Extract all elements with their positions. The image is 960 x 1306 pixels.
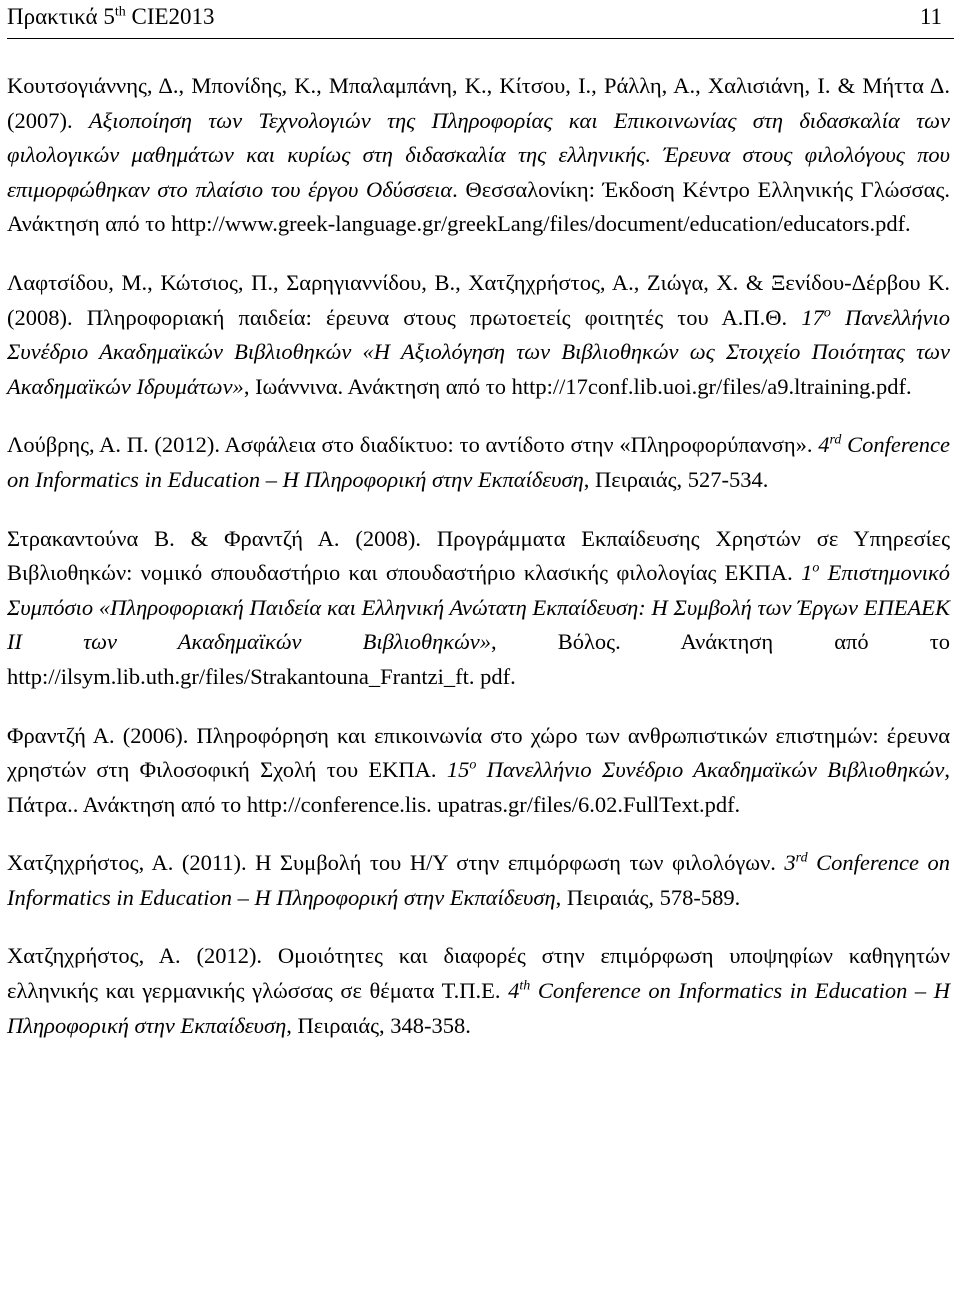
- reference-superscript: rd: [795, 850, 808, 866]
- reference-text: Χατζηχρήστος, Α. (2011). Η Συμβολή του Η/Υ στην επιμόρφωση των φιλολόγων.: [7, 850, 785, 876]
- header-title: [7, 4, 215, 30]
- reference-italic-text: Αξιοποίηση των Τεχνολογιών της Πληροφορίας και Επικοινωνίας στη διδασκαλία των φιλολογικών μαθημάτων και κυρίως στη διδασκαλία της ελληνικής. Έρευνα στους φιλολόγους που επιμορφώθηκαν στο πλαίσιο του έργου Οδύσσεια: [7, 107, 950, 202]
- page-header: [7, 0, 954, 39]
- reference-entry: [7, 69, 954, 242]
- reference-italic-text: Πανελλήνιο Συνέδριο Ακαδημαϊκών Βιβλιοθηκών: [476, 757, 945, 783]
- reference-text: Κουτσογιάννης, Δ., Μπονίδης, Κ., Μπαλαμπάνη, Κ., Κίτσου, Ι., Ράλλη, Α., Χαλισιάνη, Ι. & Μήττα Δ. (2007).: [7, 73, 950, 133]
- reference-text: , Πειραιάς, 578-589.: [555, 884, 741, 910]
- reference-text: , Ιωάννινα. Ανάκτηση από το http://17conf.lib.uoi.gr/files/a9.ltraining.pdf.: [243, 373, 912, 399]
- reference-italic-text: Conference on Informatics in Education – Η Πληροφορική στην Εκπαίδευση: [7, 850, 950, 910]
- reference-italic-text: Επιστημονικό Συμπόσιο «Πληροφοριακή Παιδεία και Ελληνική Ανώτατη Εκπαίδευση: Η Συμβολή των Έργων ΕΠΕΑΕΚ ΙΙ των Ακαδημαϊκών Βιβλιοθηκών»: [7, 560, 950, 655]
- reference-entry: [7, 266, 954, 404]
- document-page: [7, 0, 954, 1067]
- reference-entry: [7, 428, 954, 497]
- reference-italic-text: Πανελλήνιο Συνέδριο Ακαδημαϊκών Βιβλιοθηκών «Η Αξιολόγηση των Βιβλιοθηκών ως Στοιχείο Ποιότητας των Ακαδημαϊκών Ιδρυμάτων»: [7, 304, 950, 399]
- reference-text: Φραντζή Α. (2006). Πληροφόρηση και επικοινωνία στο χώρο των ανθρωπιστικών επιστημών: έρευνα χρηστών στη Φιλοσοφική Σχολή του ΕΚΠΑ.: [7, 722, 950, 783]
- reference-superscript: rd: [829, 432, 842, 448]
- reference-text: Λούβρης, Α. Π. (2012). Ασφάλεια στο διαδίκτυο: το αντίδοτο στην «Πληροφορύπανση».: [7, 432, 819, 458]
- reference-superscript: ο: [823, 305, 831, 321]
- reference-text: Στρακαντούνα Β. & Φραντζή Α. (2008). Προγράμματα Εκπαίδευσης Χρηστών σε Υπηρεσίες Βιβλιοθηκών: νομικό σπουδαστήριο και σπουδαστήριο κλασικής φιλολογίας ΕΚΠΑ.: [7, 525, 950, 586]
- reference-entry: [7, 846, 954, 915]
- reference-italic-text: 4: [508, 978, 520, 1004]
- reference-italic-text: Conference on Informatics in Education – Η Πληροφορική στην Εκπαίδευση: [7, 978, 950, 1038]
- reference-text: , Πειραιάς, 527-534.: [583, 466, 769, 492]
- reference-superscript: ο: [469, 757, 477, 773]
- reference-text: Λαφτσίδου, Μ., Κώτσιος, Π., Σαρηγιαννίδου, Β., Χατζηχρήστος, Α., Ζιώγα, Χ. & Ξενίδου-Δέρβου Κ. (2008). Πληροφοριακή παιδεία: έρευνα στους πρωτοετείς φοιτητές του Α.Π.Θ.: [7, 269, 950, 330]
- header-title-sup: th: [114, 4, 126, 20]
- reference-text: , Βόλος. Ανάκτηση από το http://ilsym.lib.uth.gr/files/Strakantouna_Frantzi_ft. pdf.: [7, 629, 951, 689]
- reference-entry: [7, 719, 954, 823]
- reference-italic-text: 3: [784, 850, 796, 876]
- reference-superscript: th: [519, 978, 531, 994]
- reference-italic-text: 17: [801, 304, 824, 330]
- reference-italic-text: Conference on Informatics in Education – Η Πληροφορική στην Εκπαίδευση: [7, 432, 950, 492]
- reference-entry: [7, 939, 954, 1043]
- reference-text: . Θεσσαλονίκη: Έκδοση Κέντρο Ελληνικής Γλώσσας. Ανάκτηση από το http://www.greek-language.gr/greekLang/files/document/education/educators.pdf.: [7, 176, 950, 237]
- reference-italic-text: 15: [446, 757, 470, 783]
- reference-superscript: ο: [812, 560, 820, 576]
- page-number: 11: [919, 4, 942, 29]
- reference-text: , Πάτρα.. Ανάκτηση από το http://conference.lis. upatras.gr/files/6.02.FullText.pdf.: [7, 757, 951, 817]
- reference-entry: [7, 522, 954, 695]
- header-title-pre: Πρακτικά 5: [7, 4, 115, 29]
- reference-italic-text: 1: [801, 560, 813, 586]
- reference-list: [7, 69, 954, 1043]
- header-title-post: CIE2013: [125, 4, 215, 29]
- reference-text: , Πειραιάς, 348-358.: [286, 1012, 471, 1038]
- reference-italic-text: 4: [818, 432, 830, 458]
- reference-text: Χατζηχρήστος, Α. (2012). Ομοιότητες και διαφορές στην επιμόρφωση υποψηφίων καθηγητών ελληνικής και γερμανικής γλώσσας σε θέματα Τ.Π.Ε.: [7, 943, 950, 1004]
